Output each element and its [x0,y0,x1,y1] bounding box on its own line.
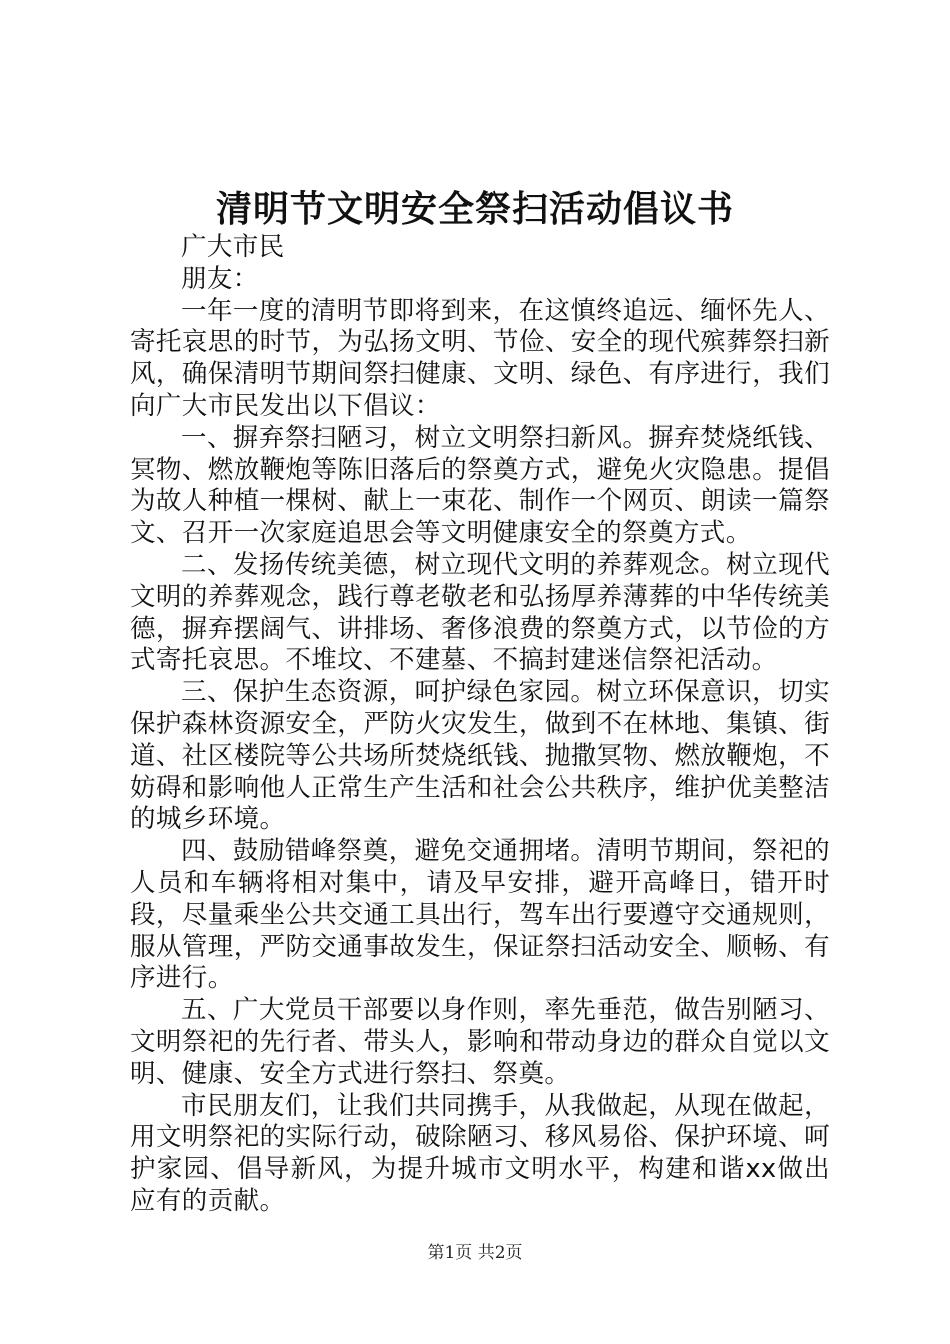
paragraph-proposal-4: 四、鼓励错峰祭奠，避免交通拥堵。清明节期间，祭祀的人员和车辆将相对集中，请及早安排，避开高峰日，错开时段，尽量乘坐公共交通工具出行，驾车出行要遵守交通规则，服从管理，严防交通事故发生，保证祭扫活动安全、顺畅、有序进行。 [130,836,830,994]
paragraph-proposal-5: 五、广大党员干部要以身作则，率先垂范，做告别陋习、文明祭祀的先行者、带头人，影响和带动身边的群众自觉以文明、健康、安全方式进行祭扫、祭奠。 [130,995,830,1089]
salutation-line-1: 广大市民 [181,232,285,262]
page-number-footer: 第1页 共2页 [427,1243,523,1263]
document-body [130,232,830,1218]
paragraph-proposal-2: 二、发扬传统美德，树立现代文明的养葬观念。树立现代文明的养葬观念，践行尊老敬老和弘扬厚养薄葬的中华传统美德，摒弃摆阔气、讲排场、奢侈浪费的祭奠方式，以节俭的方式寄托哀思。不堆坟、不建墓、不搞封建迷信祭祀活动。 [130,549,830,676]
salutation-line-2: 朋友： [181,263,259,294]
paragraph-proposal-3: 三、保护生态资源，呵护绿色家园。树立环保意识，切实保护森林资源安全，严防火灾发生，做到不在林地、集镇、街道、社区楼院等公共场所焚烧纸钱、抛撒冥物、燃放鞭炮，不妨碍和影响他人正常生产生活和社会公共秩序，维护优美整洁的城乡环境。 [130,677,830,835]
document-title: 清明节文明安全祭扫活动倡议书 [215,188,734,230]
paragraph-proposal-1: 一、摒弃祭扫陋习，树立文明祭扫新风。摒弃焚烧纸钱、冥物、燃放鞭炮等陈旧落后的祭奠方式，避免火灾隐患。提倡为故人种植一棵树、献上一束花、制作一个网页、朗读一篇祭文、召开一次家庭追思会等文明健康安全的祭奠方式。 [130,422,830,549]
paragraph-closing: 市民朋友们，让我们共同携手，从我做起，从现在做起，用文明祭祀的实际行动，破除陋习、移风易俗、保护环境、呵护家园、倡导新风，为提升城市文明水平，构建和谐xx做出应有的贡献。 [130,1090,830,1216]
paragraph-intro: 一年一度的清明节即将到来，在这慎终追远、缅怀先人、寄托哀思的时节，为弘扬文明、节俭、安全的现代殡葬祭扫新风，确保清明节期间祭扫健康、文明、绿色、有序进行，我们向广大市民发出以下倡议： [130,295,830,421]
